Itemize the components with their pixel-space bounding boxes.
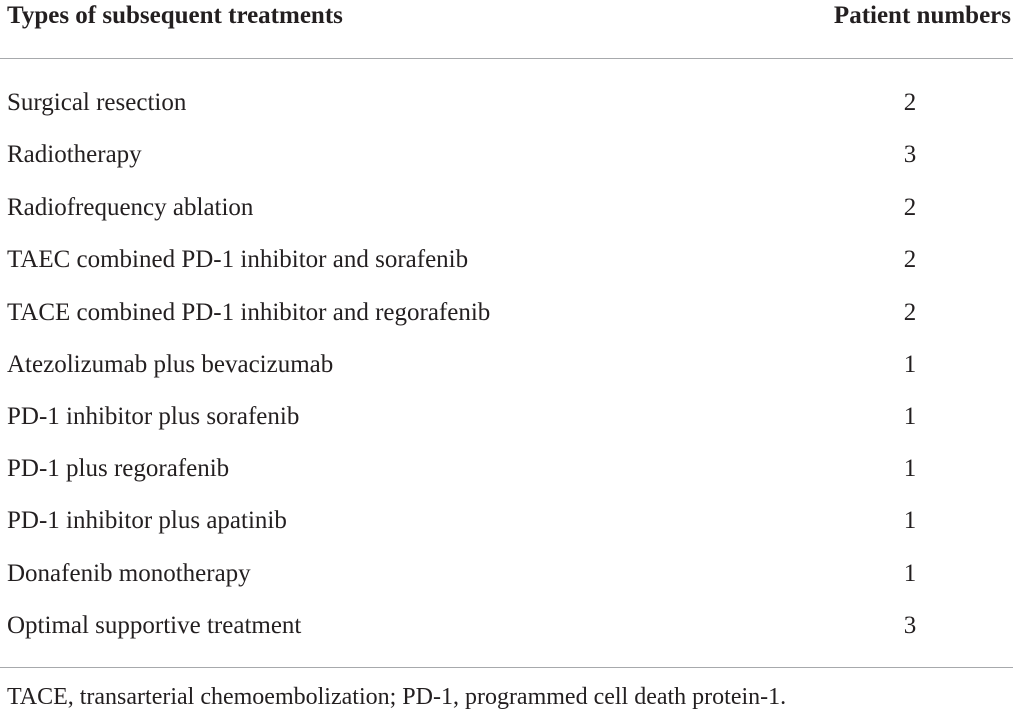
treatment-cell: PD-1 inhibitor plus sorafenib [7, 403, 300, 430]
table-row [0, 402, 1017, 454]
treatment-cell: Atezolizumab plus bevacizumab [7, 351, 334, 378]
table-row [0, 350, 1017, 402]
patient-count-cell: 2 [903, 246, 917, 273]
patient-count-cell: 1 [903, 455, 917, 482]
treatment-cell: PD-1 plus regorafenib [7, 455, 230, 482]
table-row [0, 506, 1017, 558]
header-divider [0, 58, 1013, 59]
patient-count-cell: 3 [903, 612, 917, 639]
table-row [0, 454, 1017, 506]
table-header [0, 0, 1017, 40]
patient-count-cell: 1 [903, 560, 917, 587]
header-treatment-type: Types of subsequent treatments [7, 2, 343, 29]
treatment-cell: Donafenib monotherapy [7, 560, 251, 587]
patient-count-cell: 1 [903, 403, 917, 430]
table-row [0, 245, 1017, 297]
footer-divider [0, 667, 1013, 668]
treatment-cell: Radiotherapy [7, 141, 142, 168]
table-footnote: TACE, transarterial chemoembolization; PD-1, programmed cell death protein-1. [7, 684, 787, 710]
table-row [0, 559, 1017, 611]
patient-count-cell: 2 [903, 89, 917, 116]
header-patient-numbers: Patient numbers [833, 2, 1011, 29]
patient-count-cell: 2 [903, 194, 917, 221]
treatment-cell: PD-1 inhibitor plus apatinib [7, 507, 287, 534]
patient-count-cell: 1 [903, 507, 917, 534]
treatment-cell: TAEC combined PD-1 inhibitor and sorafenib [7, 246, 469, 273]
treatment-cell: Radiofrequency ablation [7, 194, 254, 221]
treatment-cell: TACE combined PD-1 inhibitor and regorafenib [7, 299, 491, 326]
patient-count-cell: 3 [903, 141, 917, 168]
table-row [0, 193, 1017, 245]
table-row [0, 140, 1017, 192]
table-row [0, 611, 1017, 663]
treatment-cell: Optimal supportive treatment [7, 612, 302, 639]
patient-count-cell: 1 [903, 351, 917, 378]
table-row [0, 88, 1017, 140]
table-row [0, 298, 1017, 350]
treatment-cell: Surgical resection [7, 89, 187, 116]
patient-count-cell: 2 [903, 299, 917, 326]
